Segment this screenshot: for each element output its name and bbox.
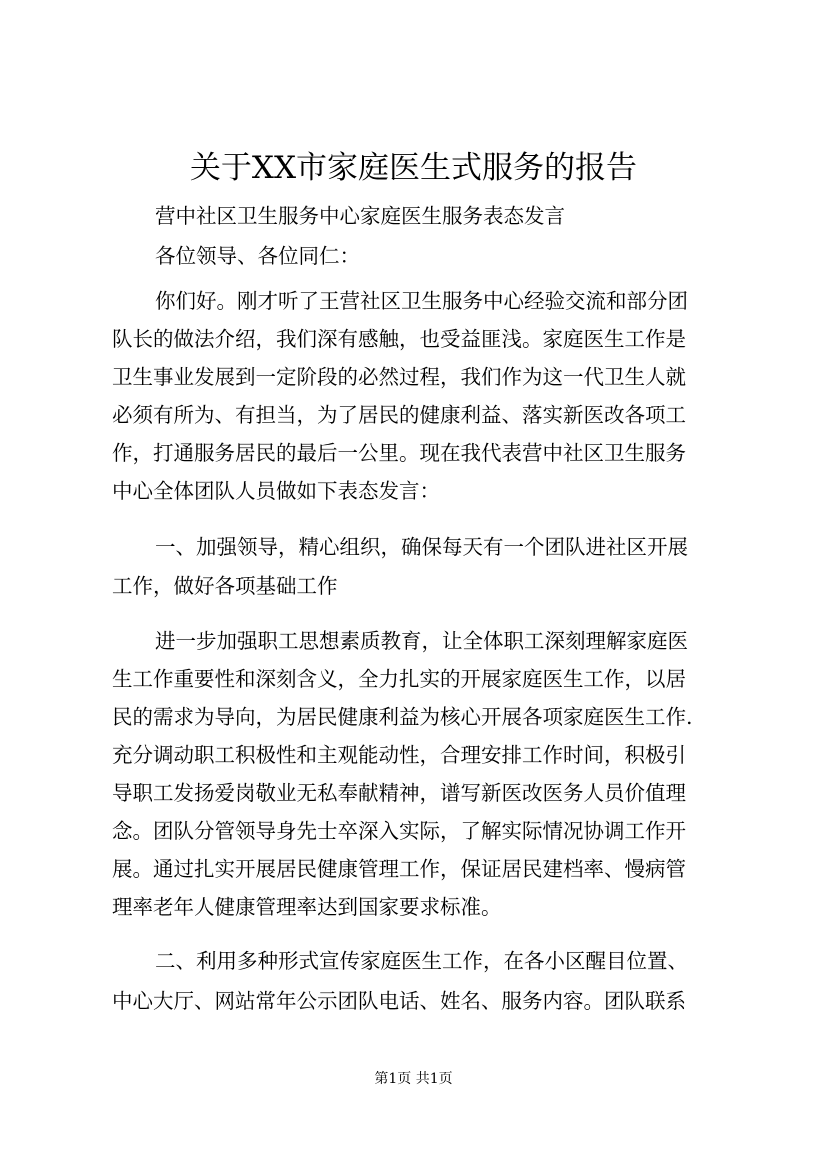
paragraph-line: 理率老年人健康管理率达到国家要求标准。 xyxy=(112,895,502,919)
paragraph-line: 必须有所为、有担当，为了居民的健康利益、落实新医改各项工 xyxy=(112,403,686,427)
salutation: 各位领导、各位同仁： xyxy=(155,244,360,268)
document-title: 关于XX市家庭医生式服务的报告 xyxy=(189,150,638,186)
section-heading: 工作，做好各项基础工作 xyxy=(112,574,338,598)
paragraph-line: 充分调动职工积极性和主观能动性，合理安排工作时间，积极引 xyxy=(112,743,686,767)
paragraph-line: 导职工发扬爱岗敬业无私奉献精神，谱写新医改医务人员价值理 xyxy=(112,781,686,805)
paragraph-line: 展。通过扎实开展居民健康管理工作，保证居民建档率、慢病管 xyxy=(112,857,686,881)
paragraph-line: 卫生事业发展到一定阶段的必然过程，我们作为这一代卫生人就 xyxy=(112,365,686,389)
paragraph-line: 民的需求为导向，为居民健康利益为核心开展各项家庭医生工作. xyxy=(112,705,693,729)
document-subtitle: 营中社区卫生服务中心家庭医生服务表态发言 xyxy=(155,204,565,228)
section-heading: 二、利用多种形式宣传家庭医生工作，在各小区醒目位置、 xyxy=(155,949,688,973)
section-heading: 一、加强领导，精心组织，确保每天有一个团队进社区开展 xyxy=(155,535,688,559)
paragraph-line: 队长的做法介绍，我们深有感触，也受益匪浅。家庭医生工作是 xyxy=(112,327,686,351)
paragraph-line: 作，打通服务居民的最后一公里。现在我代表营中社区卫生服务 xyxy=(112,441,686,465)
paragraph-line: 生工作重要性和深刻含义，全力扎实的开展家庭医生工作，以居 xyxy=(112,667,686,691)
paragraph-line: 中心全体团队人员做如下表态发言： xyxy=(112,479,440,503)
page-footer: 第1页 共1页 xyxy=(374,1071,453,1087)
paragraph-line: 进一步加强职工思想素质教育，让全体职工深刻理解家庭医 xyxy=(155,629,688,653)
paragraph-line: 念。团队分管领导身先士卒深入实际，了解实际情况协调工作开 xyxy=(112,819,686,843)
paragraph-line: 中心大厅、网站常年公示团队电话、姓名、服务内容。团队联系 xyxy=(112,989,686,1013)
paragraph-line: 你们好。刚才听了王营社区卫生服务中心经验交流和部分团 xyxy=(155,289,688,313)
